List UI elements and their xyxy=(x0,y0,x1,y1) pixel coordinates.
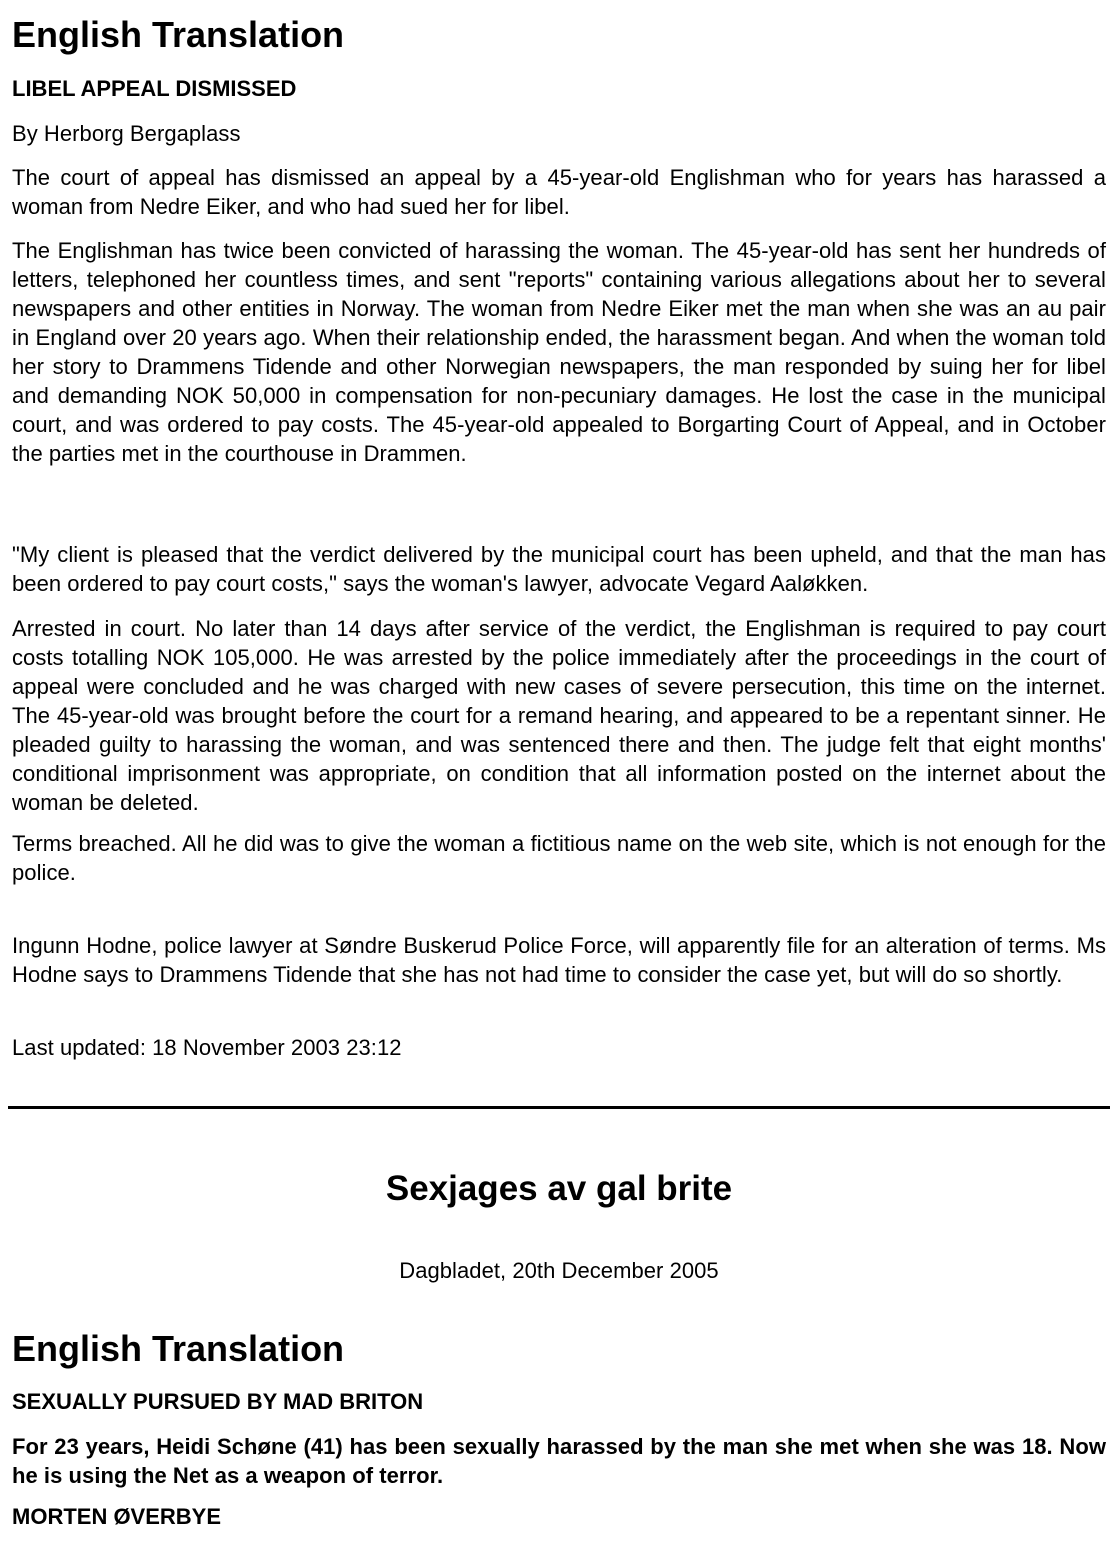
article1-paragraph-3 xyxy=(12,540,1106,598)
lead-paragraph: For 23 years, Heidi Schøne (41) has been sexually harassed by the man she met when she was 18. Now he is using the Net as a weapon of terror. xyxy=(12,1434,1106,1488)
heading-english-translation: English Translation xyxy=(12,14,345,55)
article1-paragraph-2 xyxy=(12,236,1106,468)
paragraph: Ingunn Hodne, police lawyer at Søndre Buskerud Police Force, will apparently file for an alteration of terms. Ms Hodne says to Drammens Tidende that she has not had time to consider the case yet, but will do so shortly. xyxy=(12,933,1106,987)
article1-title-block xyxy=(12,75,1106,103)
article-title: LIBEL APPEAL DISMISSED xyxy=(12,76,297,101)
paragraph: Arrested in court. No later than 14 days after service of the verdict, the Englishman is required to pay court costs totalling NOK 105,000. He was arrested by the police immediately after the proceedings in the court of appeal were concluded and he was charged with new cases of severe persecution, this time on the internet. The 45-year-old was brought before the court for a remand hearing, and appeared to be a repentant sinner. He pleaded guilty to harassing the woman, and was sentenced there and then. The judge felt that eight months' conditional imprisonment was appropriate, on condition that all information posted on the internet about the woman be deleted. xyxy=(12,616,1106,815)
article1-paragraph-1 xyxy=(12,163,1106,221)
article1-paragraph-4 xyxy=(12,614,1106,817)
article2-heading xyxy=(12,1328,1106,1370)
heading-english-translation: English Translation xyxy=(12,1328,345,1369)
source-line: Dagbladet, 20th December 2005 xyxy=(399,1258,719,1283)
article2-original-title-block xyxy=(12,1168,1106,1210)
article1-last-updated-block xyxy=(12,1033,1106,1062)
article-title: SEXUALLY PURSUED BY MAD BRITON xyxy=(12,1389,424,1414)
paragraph: Terms breached. All he did was to give the woman a fictitious name on the web site, which is not enough for the police. xyxy=(12,831,1106,885)
original-title: Sexjages av gal brite xyxy=(385,1169,733,1208)
article1-heading xyxy=(12,14,1106,56)
article2-lead-block xyxy=(12,1432,1106,1490)
byline: MORTEN ØVERBYE xyxy=(12,1504,222,1529)
article1-paragraph-5 xyxy=(12,829,1106,887)
article1-byline-block xyxy=(12,119,1106,148)
paragraph: The court of appeal has dismissed an appeal by a 45-year-old Englishman who for years has harassed a woman from Nedre Eiker, and who had sued her for libel. xyxy=(12,165,1106,219)
article2-source-block xyxy=(12,1256,1106,1285)
horizontal-rule xyxy=(8,1106,1110,1109)
byline: By Herborg Bergaplass xyxy=(12,121,241,146)
article1-paragraph-6 xyxy=(12,931,1106,989)
article2-byline-block xyxy=(12,1503,1106,1531)
paragraph: "My client is pleased that the verdict delivered by the municipal court has been upheld, and that the man has been ordered to pay court costs," says the woman's lawyer, advocate Vegard Aaløkken. xyxy=(12,542,1106,596)
last-updated: Last updated: 18 November 2003 23:12 xyxy=(12,1035,402,1060)
section-divider xyxy=(12,1106,1106,1109)
paragraph: The Englishman has twice been convicted of harassing the woman. The 45-year-old has sent her hundreds of letters, telephoned her countless times, and sent "reports" containing various allegations about her to several newspapers and other entities in Norway. The woman from Nedre Eiker met the man when she was an au pair in England over 20 years ago. When their relationship ended, the harassment began. And when the woman told her story to Drammens Tidende and other Norwegian newspapers, the man responded by suing her for libel and demanding NOK 50,000 in compensation for non-pecuniary damages. He lost the case in the municipal court, and was ordered to pay costs. The 45-year-old appealed to Borgarting Court of Appeal, and in October the parties met in the courthouse in Drammen. xyxy=(12,238,1106,466)
article2-title-block xyxy=(12,1388,1106,1416)
